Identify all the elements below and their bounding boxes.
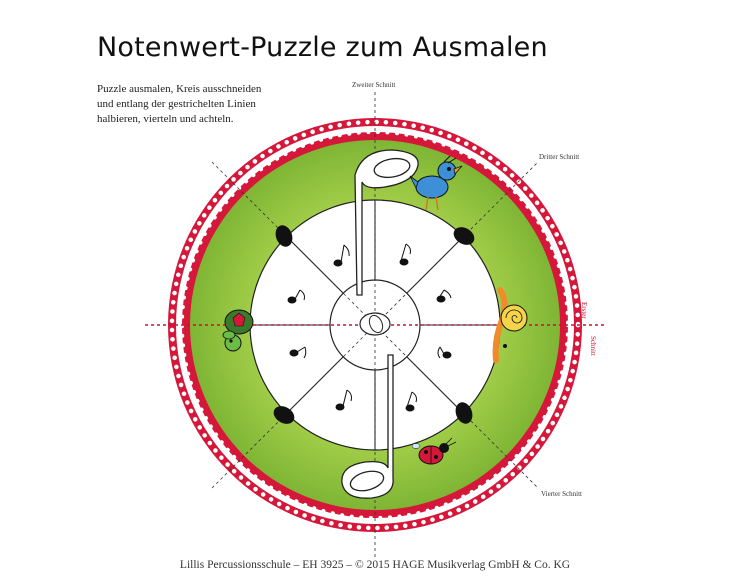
page-title: Notenwert-Puzzle zum Ausmalen: [97, 32, 548, 63]
cut-label-first-part1: Erster: [580, 302, 588, 319]
cut-label-first-part2: Schnitt: [589, 336, 597, 356]
cut-label-second: Zweiter Schnitt: [352, 81, 396, 89]
instruction-line: Puzzle ausmalen, Kreis ausschneiden: [97, 83, 262, 95]
cut-label-fourth: Vierter Schnitt: [541, 490, 582, 498]
instruction-line: halbieren, vierteln und achteln.: [97, 113, 234, 125]
instruction-line: und entlang der gestrichelten Linien: [97, 98, 256, 110]
footer-copyright: Lillis Percussionsschule – EH 3925 – © 2015 HAGE Musikverlag GmbH & Co. KG: [179, 559, 571, 571]
cut-label-third: Dritter Schnitt: [539, 153, 580, 161]
whole-note-icon: [360, 313, 390, 335]
